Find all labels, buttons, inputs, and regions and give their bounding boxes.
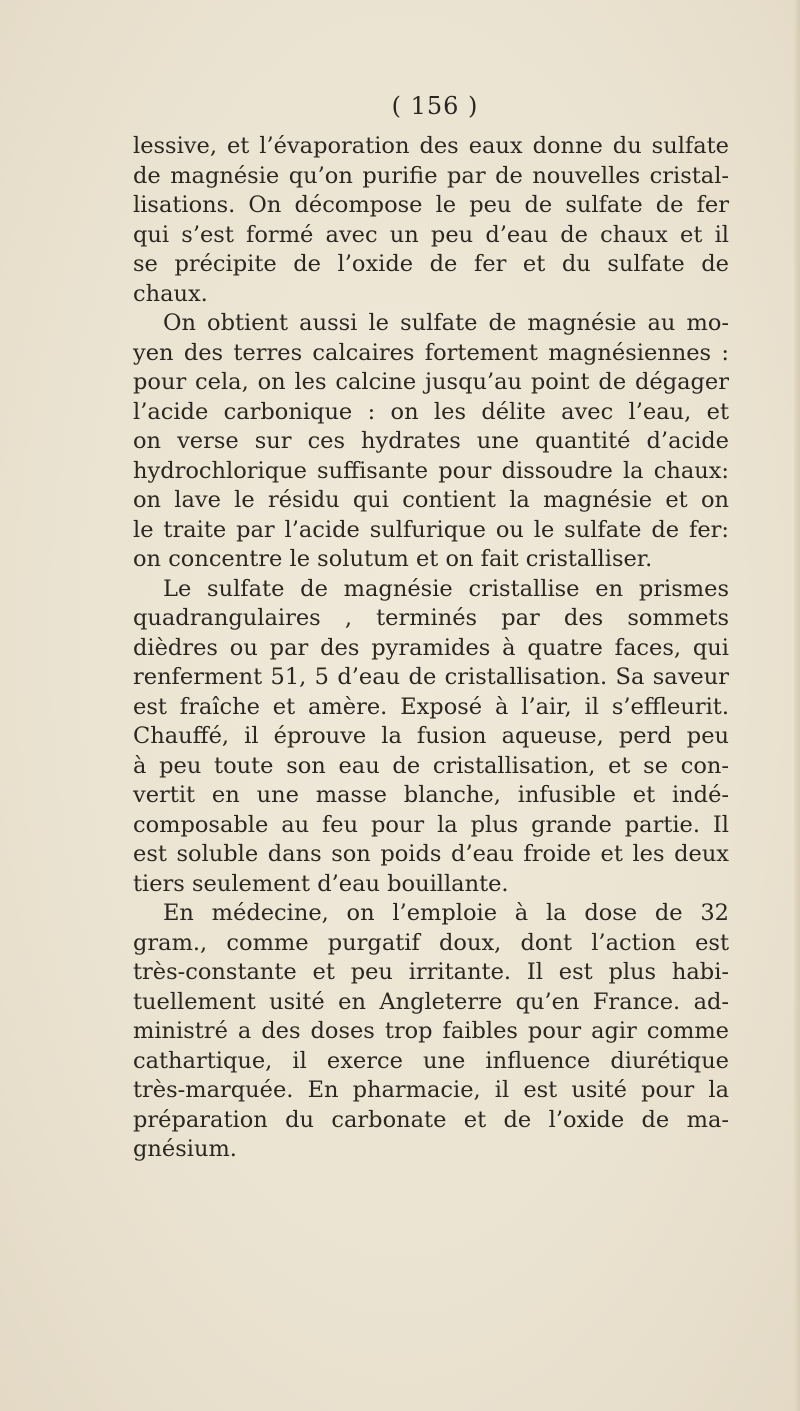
page-edge <box>794 0 800 1411</box>
text-line: très-marquée. En pharmacie, il est usité pour la <box>133 1077 729 1103</box>
text-line: dièdres ou par des pyramides à quatre faces, qui <box>133 634 729 661</box>
text-line: préparation du carbonate et de l’oxide de ma- <box>133 1106 729 1133</box>
text-line: gnésium. <box>133 1136 237 1162</box>
text-line: Chauffé, il éprouve la fusion aqueuse, perd peu <box>133 723 729 749</box>
text-line: ministré a des doses trop faibles pour agir comme <box>133 1018 729 1044</box>
text-line: renferment 51, 5 d’eau de cristallisation. Sa saveur <box>133 664 729 690</box>
text-line: hydrochlorique suffisante pour dissoudre la chaux: <box>133 457 729 484</box>
text-line: est fraîche et amère. Exposé à l’air, il s’effleurit. <box>133 693 729 720</box>
text-line: pour cela, on les calcine jusqu’au point de dégager <box>133 369 729 395</box>
text-line: le traite par l’acide sulfurique ou le sulfate de fer: <box>133 516 729 543</box>
text-line: cathartique, il exerce une influence diurétique <box>133 1047 729 1074</box>
text-line: se précipite de l’oxide de fer et du sulfate de <box>133 251 729 277</box>
text-line: qui s’est formé avec un peu d’eau de chaux et il <box>133 221 729 248</box>
text-line: chaux. <box>133 280 208 307</box>
text-line: tiers seulement d’eau bouillante. <box>133 870 509 897</box>
text-line: on concentre le solutum et on fait cristalliser. <box>133 546 653 572</box>
text-line: composable au feu pour la plus grande partie. Il <box>133 811 729 838</box>
text-line: très-constante et peu irritante. Il est plus habi- <box>133 959 729 985</box>
text-line: Le sulfate de magnésie cristallise en prismes <box>163 575 729 602</box>
text-line: vertit en une masse blanche, infusible et indé- <box>133 782 729 808</box>
text-line: on verse sur ces hydrates une quantité d’acide <box>133 428 729 454</box>
text-line: on lave le résidu qui contient la magnésie et on <box>133 487 729 513</box>
page-number-header: ( 156 ) <box>391 92 479 120</box>
text-line: gram., comme purgatif doux, dont l’action est <box>133 929 729 956</box>
text-line: l’acide carbonique : on les délite avec l’eau, et <box>133 398 729 425</box>
text-line: à peu toute son eau de cristallisation, et se con- <box>133 752 729 779</box>
text-line: yen des terres calcaires fortement magnésiennes : <box>133 339 729 366</box>
text-line: de magnésie qu’on purifie par de nouvelles cristal- <box>133 162 729 189</box>
text-line: est soluble dans son poids d’eau froide et les deux <box>133 841 729 867</box>
text-line: En médecine, on l’emploie à la dose de 32 <box>163 900 729 926</box>
text-line: lisations. On décompose le peu de sulfate de fer <box>133 192 729 218</box>
text-line: On obtient aussi le sulfate de magnésie au mo- <box>163 310 729 336</box>
body-text <box>133 132 729 1165</box>
text-line: quadrangulaires , terminés par des sommets <box>133 605 729 631</box>
text-line: lessive, et l’évaporation des eaux donne du sulfate <box>133 133 729 159</box>
text-line: tuellement usité en Angleterre qu’en France. ad- <box>133 988 729 1015</box>
